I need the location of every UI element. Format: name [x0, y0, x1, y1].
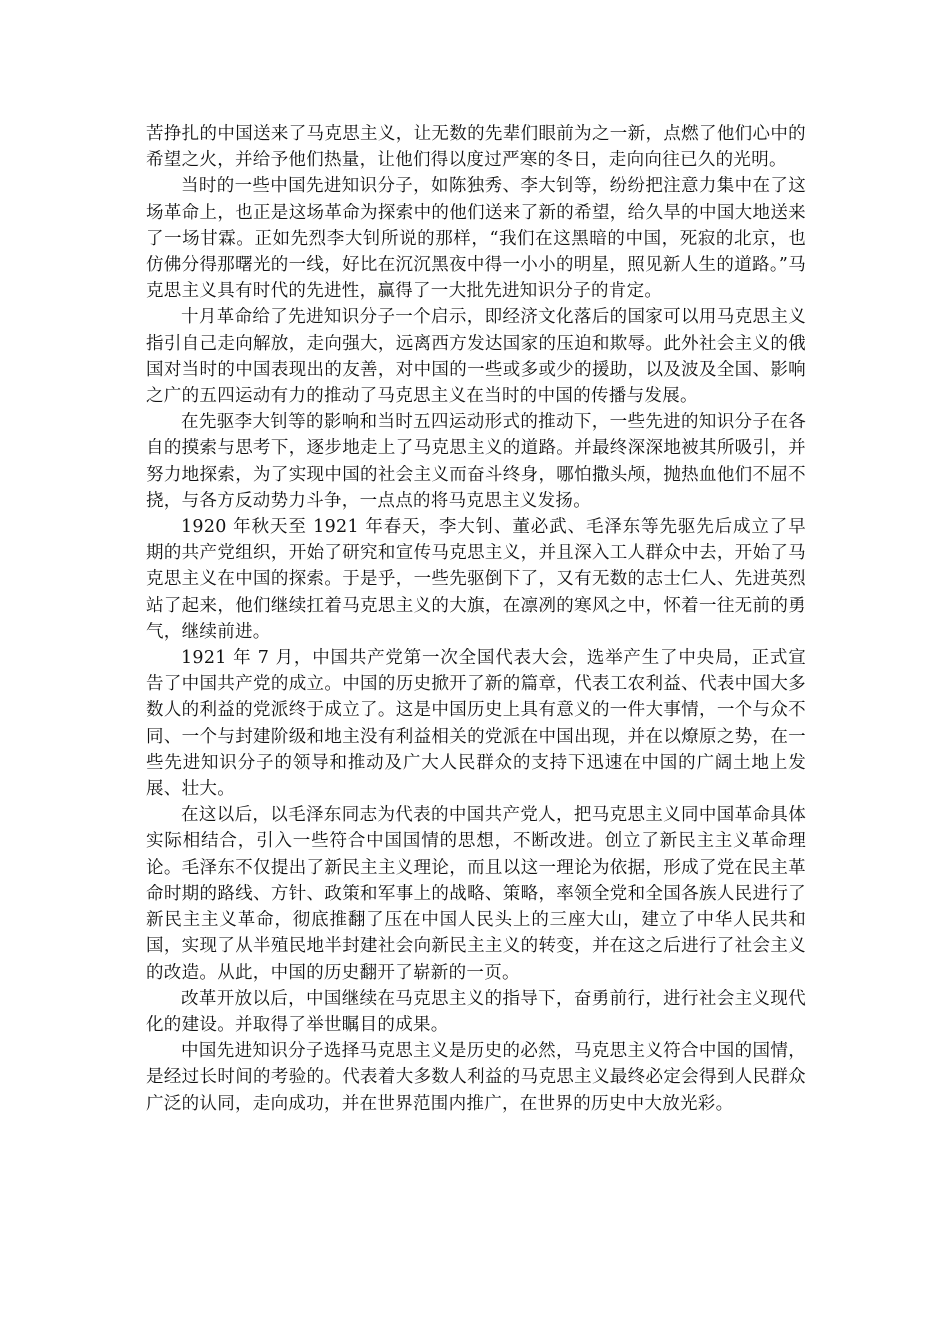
- paragraph: 1920 年秋天至 1921 年春天，李大钊、董必武、毛泽东等先驱先后成立了早期的共产党组织，开始了研究和宣传马克思主义，并且深入工人群众中去，开始了马克思主义在中国的探索。于是乎，一些先驱倒下了，又有无数的志士仁人、先进英烈站了起来，他们继续扛着马克思主义的大旗，在凛冽的寒风之中，怀着一往无前的勇气，继续前进。: [146, 517, 806, 642]
- paragraph: 十月革命给了先进知识分子一个启示，即经济文化落后的国家可以用马克思主义指引自己走向解放，走向强大，远离西方发达国家的压迫和欺辱。此外社会主义的俄国对当时的中国表现出的友善，对中国的一些或多或少的援助，以及波及全国、影响之广的五四运动有力的推动了马克思主义在当时的中国的传播与发展。: [146, 307, 806, 407]
- paragraph: 中国先进知识分子选择马克思主义是历史的必然，马克思主义符合中国的国情，是经过长时间的考验的。代表着大多数人利益的马克思主义最终必定会得到人民群众广泛的认同，走向成功，并在世界范围内推广，在世界的历史中大放光彩。: [146, 1041, 806, 1114]
- body-text: [146, 121, 806, 1117]
- paragraph: 改革开放以后，中国继续在马克思主义的指导下，奋勇前行，进行社会主义现代化的建设。并取得了举世瞩目的成果。: [146, 988, 806, 1035]
- paragraph-continued: 苦挣扎的中国送来了马克思主义，让无数的先辈们眼前为之一新，点燃了他们心中的希望之火，并给予他们热量，让他们得以度过严寒的冬日，走向向往已久的光明。: [146, 124, 806, 171]
- paragraph: 在先驱李大钊等的影响和当时五四运动形式的推动下，一些先进的知识分子在各自的摸索与思考下，逐步地走上了马克思主义的道路。并最终深深地被其所吸引，并努力地探索，为了实现中国的社会主义而奋斗终身，哪怕撒头颅，抛热血他们不屈不挠，与各方反动势力斗争，一点点的将马克思主义发扬。: [146, 412, 806, 511]
- paragraph: 当时的一些中国先进知识分子，如陈独秀、李大钊等，纷纷把注意力集中在了这场革命上，也正是这场革命为探索中的他们送来了新的希望，给久旱的中国大地送来了一场甘霖。正如先烈李大钊所说的那样，“我们在这黑暗的中国，死寂的北京，也仿佛分得那曙光的一线，好比在沉沉黑夜中得一小小的明星，照见新人生的道路。”马克思主义具有时代的先进性，赢得了一大批先进知识分子的肯定。: [146, 176, 806, 302]
- paragraph: 1921 年 7 月，中国共产党第一次全国代表大会，选举产生了中央局，正式宣告了中国共产党的成立。中国的历史掀开了新的篇章，代表工农利益、代表中国大多数人的利益的党派终于成立了。这是中国历史上具有意义的一件大事情，一个与众不同、一个与封建阶级和地主没有利益相关的党派在中国出现，并在以燎原之势，在一些先进知识分子的领导和推动及广大人民群众的支持下迅速在中国的广阔土地上发展、壮大。: [146, 648, 806, 800]
- paragraph: 在这以后，以毛泽东同志为代表的中国共产党人，把马克思主义同中国革命具体实际相结合，引入一些符合中国国情的思想，不断改进。创立了新民主主义革命理论。毛泽东不仅提出了新民主主义理论，而且以这一理论为依据，形成了党在民主革命时期的路线、方针、政策和军事上的战略、策略，率领全党和全国各族人民进行了新民主主义革命，彻底推翻了压在中国人民头上的三座大山，建立了中华人民共和国，实现了从半殖民地半封建社会向新民主主义的转变，并在这之后进行了社会主义的改造。从此，中国的历史翻开了崭新的一页。: [146, 805, 806, 983]
